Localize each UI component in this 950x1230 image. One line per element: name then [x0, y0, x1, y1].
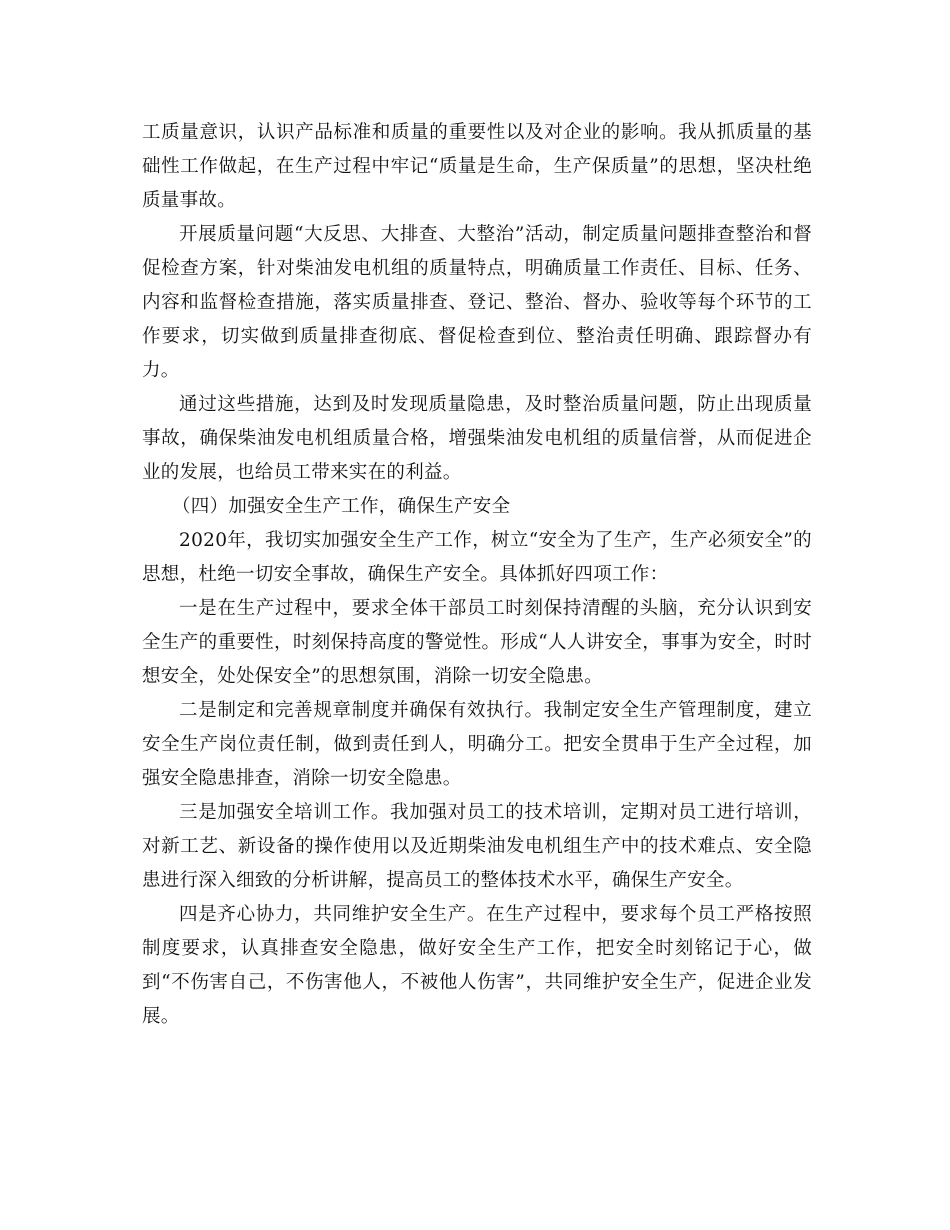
paragraph-safety-intro: 2020年，我切实加强安全生产工作，树立“安全为了生产，生产必须安全”的思想，杜绝一切安全事故，确保生产安全。具体抓好四项工作： — [142, 530, 812, 585]
paragraph-safety-point-four: 四是齐心协力，共同维护安全生产。在生产过程中，要求每个员工严格按照制度要求，认真排查安全隐患，做好安全生产工作，把安全时刻铭记于心，做到“不伤害自己，不伤害他人，不被他人伤害”，共同维护安全生产，促进企业发展。 — [142, 904, 812, 1027]
paragraph-quality-campaign: 开展质量问题“大反思、大排查、大整治”活动，制定质量问题排查整治和督促检查方案，针对柴油发电机组的质量特点，明确质量工作责任、目标、任务、内容和监督检查措施，落实质量排查、登记、整治、督办、验收等每个环节的工作要求，切实做到质量排查彻底、督促检查到位、整治责任明确、跟踪督办有力。 — [142, 224, 812, 381]
paragraph-quality-results: 通过这些措施，达到及时发现质量隐患，及时整治质量问题，防止出现质量事故，确保柴油发电机组质量合格，增强柴油发电机组的质量信誉，从而促进企业的发展，也给员工带来实在的利益。 — [142, 394, 812, 483]
paragraph-safety-point-three: 三是加强安全培训工作。我加强对员工的技术培训，定期对员工进行培训，对新工艺、新设备的操作使用以及近期柴油发电机组生产中的技术难点、安全隐患进行深入细致的分析讲解，提高员工的整体技术水平，确保生产安全。 — [142, 802, 812, 891]
paragraph-quality-awareness: 工质量意识，认识产品标准和质量的重要性以及对企业的影响。我从抓质量的基础性工作做起，在生产过程中牢记“质量是生命，生产保质量”的思想，坚决杜绝质量事故。 — [142, 122, 812, 211]
section-heading-safety: （四）加强安全生产工作，确保生产安全 — [172, 496, 511, 517]
document-body — [142, 116, 812, 1034]
paragraph-safety-point-two: 二是制定和完善规章制度并确保有效执行。我制定安全生产管理制度，建立安全生产岗位责任制，做到责任到人，明确分工。把安全贯串于生产全过程，加强安全隐患排查，消除一切安全隐患。 — [142, 700, 812, 789]
paragraph-safety-point-one: 一是在生产过程中，要求全体干部员工时刻保持清醒的头脑，充分认识到安全生产的重要性，时刻保持高度的警觉性。形成“人人讲安全，事事为安全，时时想安全，处处保安全”的思想氛围，消除一切安全隐患。 — [142, 598, 812, 687]
